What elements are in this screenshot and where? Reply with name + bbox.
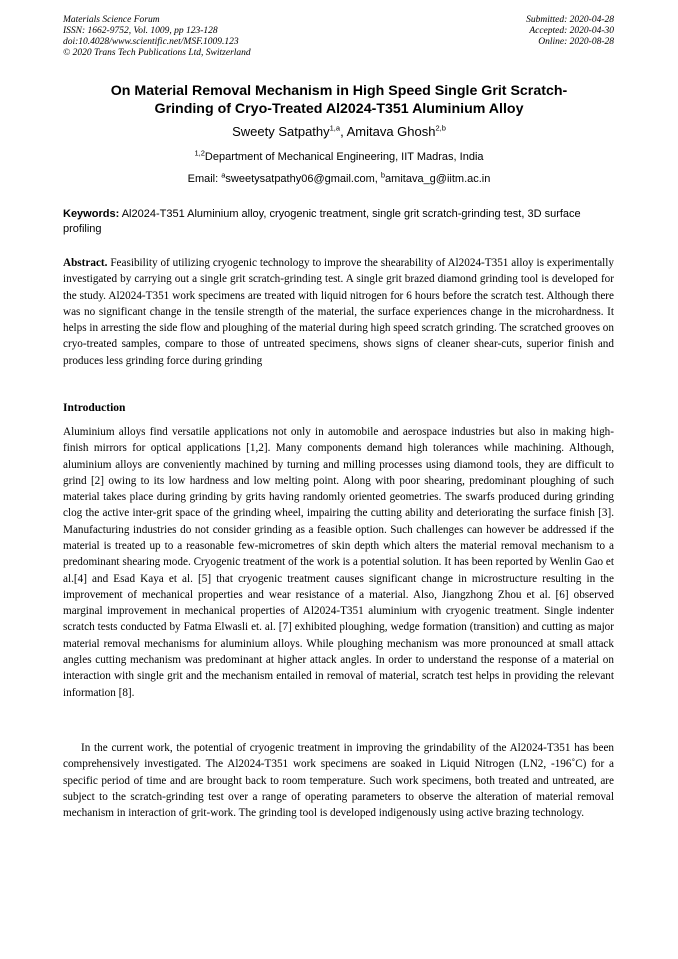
author-emails: [60, 172, 618, 186]
accepted-date: Accepted: 2020-04-30: [529, 26, 614, 36]
keywords: [63, 207, 614, 237]
author-1-affiliation-mark: 1,a: [329, 123, 341, 133]
title-line-1: On Material Removal Mechanism in High Speed Single Grit Scratch-: [110, 83, 568, 99]
email-a-mark: a: [221, 170, 226, 180]
journal-info: [63, 15, 251, 59]
abstract-label: Abstract.: [63, 257, 108, 269]
keywords-text: Al2024-T351 Aluminium alloy, cryogenic treatment, single grit scratch-grinding test, 3D surface profiling: [63, 208, 581, 235]
keywords-label: Keywords:: [63, 208, 120, 220]
introduction-paragraph-1: Aluminium alloys find versatile applications not only in automobile and aerospace industries but also in making high-finish mirrors for optical applications [1,2]. Many components demand high tolerances while machining. Although, aluminium alloys are conveniently machined by turning and milling processes using diamond tools, they are difficult to grind [2] owing to its low hardness and low melting point. Along with poor shearing, predominant ploughing of such material takes place during grinding by grits having randomly oriented geometries. The swarfs produced during grinding clog the active inter-grit space of the grinding wheel, impairing the cutting ability and deteriorating the surface finish [3]. Manufacturing industries do not consider grinding as a feasible option. Such challenges can however be addressed if the material is treated up to a reasonable few-micrometres of skin depth which alters the material removal mechanism to a predominant shearing mode. Cryogenic treatment of the work is a potential solution. It has been reported by Wenlin Gao et al.[4] and Esad Kaya et al. [5] that cryogenic treatment causes significant change in microstructure resulting in the improvement of mechanical properties and wear resistance of a material. Also, Jiangzhong Zhou et al. [6] observed marginal improvement in mechanical properties of Al2024-T351 aluminium with cryogenic treatment. Single indenter scratch tests conducted by Fatma Elwasli et. al. [7] exhibited ploughing, wedge formation (transition) and cutting as major material removal mechanisms for aluminium alloys. While ploughing mechanism was more pronounced at small attack angles cutting mechanism was predominant at higher attack angles. In order to understand the response of a material on interaction with single grit and the mechanism entailed in removal of material, scratch test helps in providing the relevant information [8].: [63, 426, 614, 699]
submitted-date: Submitted: 2020-04-28: [526, 15, 614, 25]
author-list: [60, 124, 618, 140]
author-2: Amitava Ghosh: [346, 124, 436, 139]
email-link-b[interactable]: amitava_g@iitm.ac.in: [385, 173, 491, 185]
paper-title: [60, 82, 618, 118]
affiliation-text: Department of Mechanical Engineering, IIT Madras, India: [204, 151, 484, 163]
email-separator: ,: [374, 173, 381, 185]
online-date: Online: 2020-08-28: [538, 37, 614, 47]
journal-doi: doi:10.4028/www.scientific.net/MSF.1009.123: [63, 37, 239, 47]
submission-dates: [526, 15, 614, 48]
author-1: Sweety Satpathy: [232, 124, 330, 139]
affiliation-mark: 1,2: [194, 148, 205, 158]
journal-name: Materials Science Forum: [63, 15, 160, 25]
author-separator: ,: [340, 124, 347, 139]
abstract-text: Feasibility of utilizing cryogenic technology to improve the shearability of Al2024-T351 alloy is experimentally investigated by carrying out a single grit scratch-grinding test. A single grit brazed diamond grinding tool is developed for the study. Al2024-T351 work specimens are treated with liquid nitrogen for 6 hours before the scratch test. Although there was no significant change in the tensile strength of the material, the surface experiences change in the microhardness. It helps in arresting the side flow and ploughing of the material during high speed scratch grinding. The scratched grooves on cryo-treated samples, compare to those of untreated specimens, shows signs of cleaner shear-cuts, superior finish and produces less grinding force during grinding: [63, 257, 614, 367]
affiliation: [60, 150, 618, 164]
title-line-2: Grinding of Cryo-Treated Al2024-T351 Aluminium Alloy: [154, 101, 524, 117]
introduction-paragraph-2: In the current work, the potential of cryogenic treatment in improving the grindability of the Al2024-T351 has been comprehensively investigated. The Al2024-T351 work specimens are soaked in Liquid Nitrogen (LN2, -196˚C) for a specific period of time and are brought back to room temperature. Such work specimens, both treated and untreated, are subject to the scratch-grinding test over a range of operating parameters to observe the alteration of material removal mechanism in interaction of grit-work. The grinding tool is developed indigenously using active brazing technology.: [63, 742, 614, 820]
email-b-mark: b: [380, 170, 386, 180]
author-2-affiliation-mark: 2,b: [435, 123, 446, 133]
section-heading-introduction: Introduction: [63, 402, 126, 414]
journal-issn: ISSN: 1662-9752, Vol. 1009, pp 123-128: [63, 26, 218, 36]
email-label: Email:: [187, 173, 222, 185]
journal-copyright: © 2020 Trans Tech Publications Ltd, Switzerland: [63, 48, 251, 58]
email-link-a[interactable]: sweetysatpathy06@gmail.com: [225, 173, 375, 185]
abstract: [63, 255, 614, 369]
